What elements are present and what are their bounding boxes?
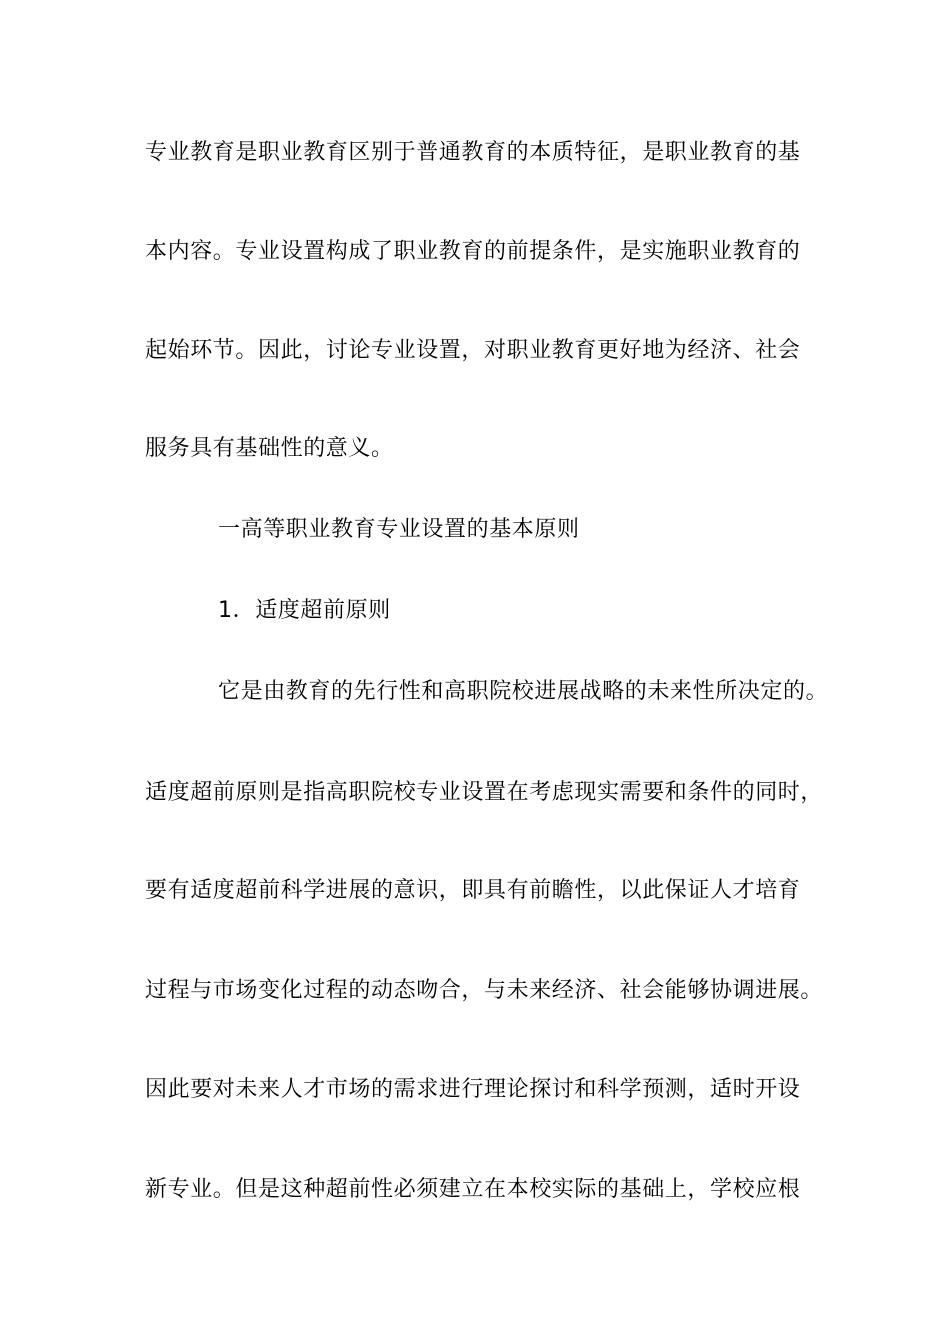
paragraph-1-line-1: 专业教育是职业教育区别于普通教育的本质特征，是职业教育的基 [145, 140, 801, 165]
paragraph-2-line-5: 因此要对未来人才市场的需求进行理论探讨和科学预测，适时开设 [145, 1077, 801, 1102]
paragraph-1-line-4: 服务具有基础性的意义。 [145, 436, 394, 461]
paragraph-2-line-3: 要有适度超前科学进展的意识，即具有前瞻性，以此保证人才培育 [145, 878, 801, 903]
paragraph-2-line-2: 适度超前原则是指高职院校专业设置在考虑现实需要和条件的同时， [145, 780, 824, 805]
section-heading: 一高等职业教育专业设置的基本原则 [218, 517, 580, 542]
paragraph-2-line-6: 新专业。但是这种超前性必须建立在本校实际的基础上，学校应根 [145, 1177, 801, 1202]
paragraph-2-line-1: 它是由教育的先行性和高职院校进展战略的未来性所决定的。 [218, 679, 829, 704]
subsection-heading: 1．适度超前原则 [218, 598, 391, 623]
paragraph-1-line-2: 本内容。专业设置构成了职业教育的前提条件，是实施职业教育的 [145, 239, 801, 264]
paragraph-2-line-4: 过程与市场变化过程的动态吻合，与未来经济、社会能够协调进展。 [145, 978, 824, 1003]
paragraph-1-line-3: 起始环节。因此，讨论专业设置，对职业教育更好地为经济、社会 [145, 338, 801, 363]
